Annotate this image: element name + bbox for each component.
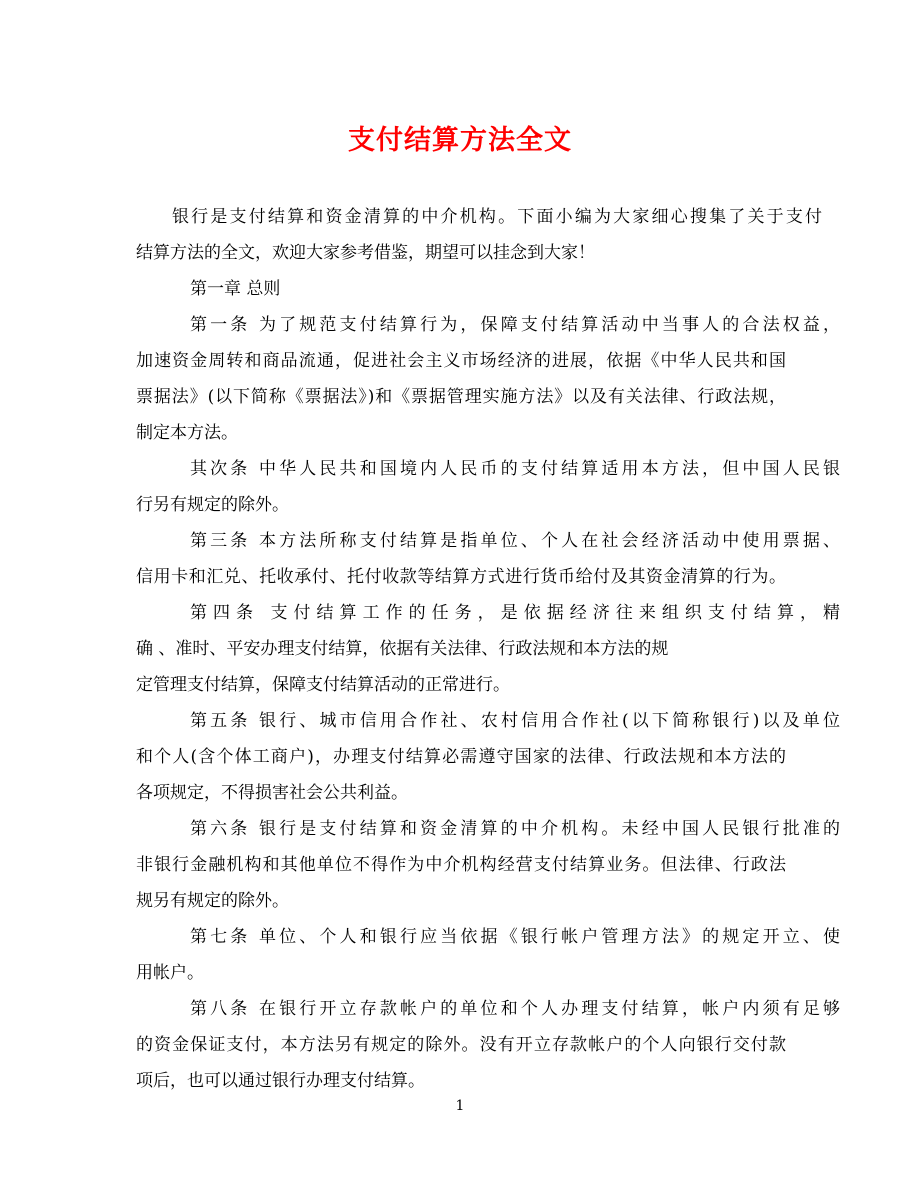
- paragraph-line: 和个人(含个体工商户)，办理支付结算必需遵守国家的法律、行政法规和本方法的: [136, 747, 786, 767]
- paragraph-line: 加速资金周转和商品流通，促进社会主义市场经济的进展，依据《中华人民共和国: [136, 351, 786, 371]
- paragraph-line: 银行是支付结算和资金清算的中介机构。下面小编为大家细心搜集了关于支付: [172, 207, 822, 227]
- paragraph-line: 项后，也可以通过银行办理支付结算。: [136, 1071, 425, 1091]
- paragraph-line: 第三条 本方法所称支付结算是指单位、个人在社会经济活动中使用票据、: [190, 531, 840, 551]
- paragraph-line: 第七条 单位、个人和银行应当依据《银行帐户管理方法》的规定开立、使: [190, 927, 840, 947]
- paragraph-line: 用帐户。: [136, 963, 204, 983]
- paragraph-line: 信用卡和汇兑、托收承付、托付收款等结算方式进行货币给付及其资金清算的行为。: [136, 567, 786, 587]
- paragraph-line: 票据法》(以下简称《票据法》)和《票据管理实施方法》以及有关法律、行政法规，: [136, 387, 786, 407]
- paragraph-line: 第五条 银行、城市信用合作社、农村信用合作社(以下简称银行)以及单位: [190, 711, 840, 731]
- chapter-heading: 第一章 总则: [190, 279, 281, 299]
- paragraph-line: 第四条 支付结算工作的任务，是依据经济往来组织支付结算，精: [190, 603, 840, 623]
- paragraph-line: 制定本方法。: [136, 423, 238, 443]
- paragraph-line: 各项规定，不得损害社会公共利益。: [136, 783, 408, 803]
- paragraph-line: 的资金保证支付，本方法另有规定的除外。没有开立存款帐户的个人向银行交付款: [136, 1035, 786, 1055]
- paragraph-line: 规另有规定的除外。: [136, 891, 289, 911]
- paragraph-line: 定管理支付结算，保障支付结算活动的正常进行。: [136, 675, 510, 695]
- paragraph-line: 行另有规定的除外。: [136, 495, 289, 515]
- document-title: 支付结算方法全文: [348, 125, 572, 156]
- page-number: 1: [455, 1098, 465, 1114]
- paragraph-line: 第一条 为了规范支付结算行为，保障支付结算活动中当事人的合法权益，: [190, 315, 840, 335]
- paragraph-line: 第八条 在银行开立存款帐户的单位和个人办理支付结算，帐户内须有足够: [190, 999, 840, 1019]
- paragraph-line: 第六条 银行是支付结算和资金清算的中介机构。未经中国人民银行批准的: [190, 819, 840, 839]
- paragraph-line: 结算方法的全文，欢迎大家参考借鉴，期望可以挂念到大家！: [136, 243, 595, 263]
- paragraph-line: 确 、准时、平安办理支付结算，依据有关法律、行政法规和本方法的规: [136, 639, 669, 659]
- paragraph-line: 其次条 中华人民共和国境内人民币的支付结算适用本方法，但中国人民银: [190, 459, 840, 479]
- paragraph-line: 非银行金融机构和其他单位不得作为中介机构经营支付结算业务。但法律、行政法: [136, 855, 786, 875]
